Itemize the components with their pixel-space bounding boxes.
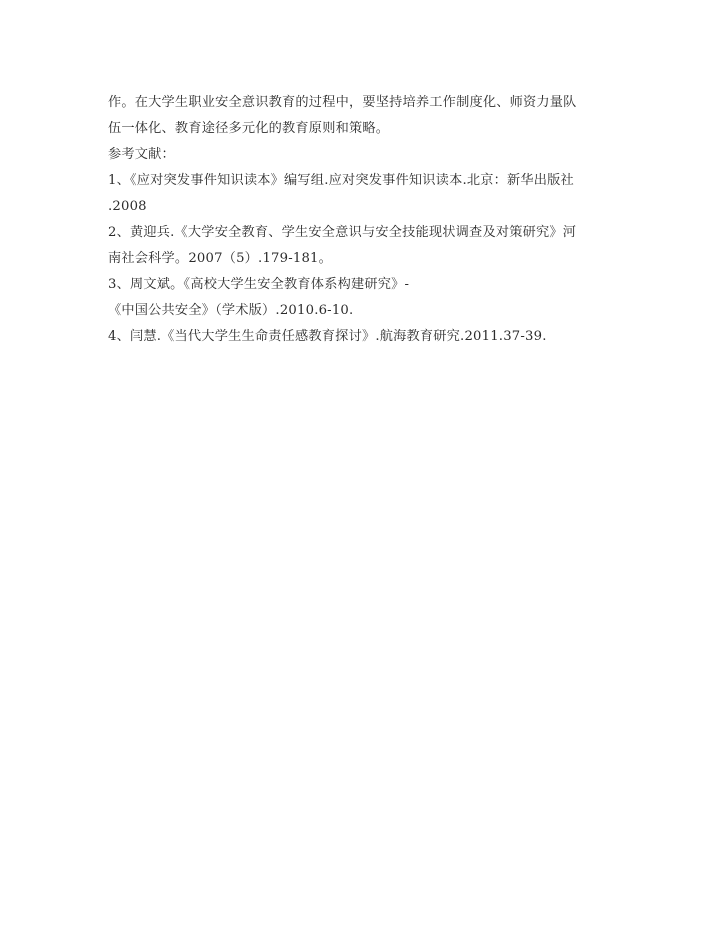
reference-3-line-1: 3、周文斌。《高校大学生安全教育体系构建研究》-: [108, 277, 410, 292]
reference-2-line-1: 2、黄迎兵.《大学安全教育、学生安全意识与安全技能现状调查及对策研究》河: [108, 225, 577, 240]
document-body: [108, 90, 628, 350]
paragraph-line-1: 作。在大学生职业安全意识教育的过程中，要坚持培养工作制度化、师资力量队: [108, 95, 577, 110]
references-heading: 参考文献：: [108, 147, 175, 162]
reference-4-line-1: 4、闫慧.《当代大学生生命责任感教育探讨》.航海教育研究.2011.37-39.: [108, 329, 547, 344]
reference-1-line-2: .2008: [108, 199, 147, 214]
paragraph-line-2: 伍一体化、教育途径多元化的教育原则和策略。: [108, 121, 390, 136]
reference-3-line-2: 《中国公共安全》（学术版）.2010.6-10.: [108, 303, 354, 318]
reference-1-line-1: 1、《应对突发事件知识读本》编写组.应对突发事件知识读本.北京：新华出版社: [108, 173, 574, 188]
reference-2-line-2: 南社会科学。2007（5）.179-181。: [108, 251, 333, 266]
